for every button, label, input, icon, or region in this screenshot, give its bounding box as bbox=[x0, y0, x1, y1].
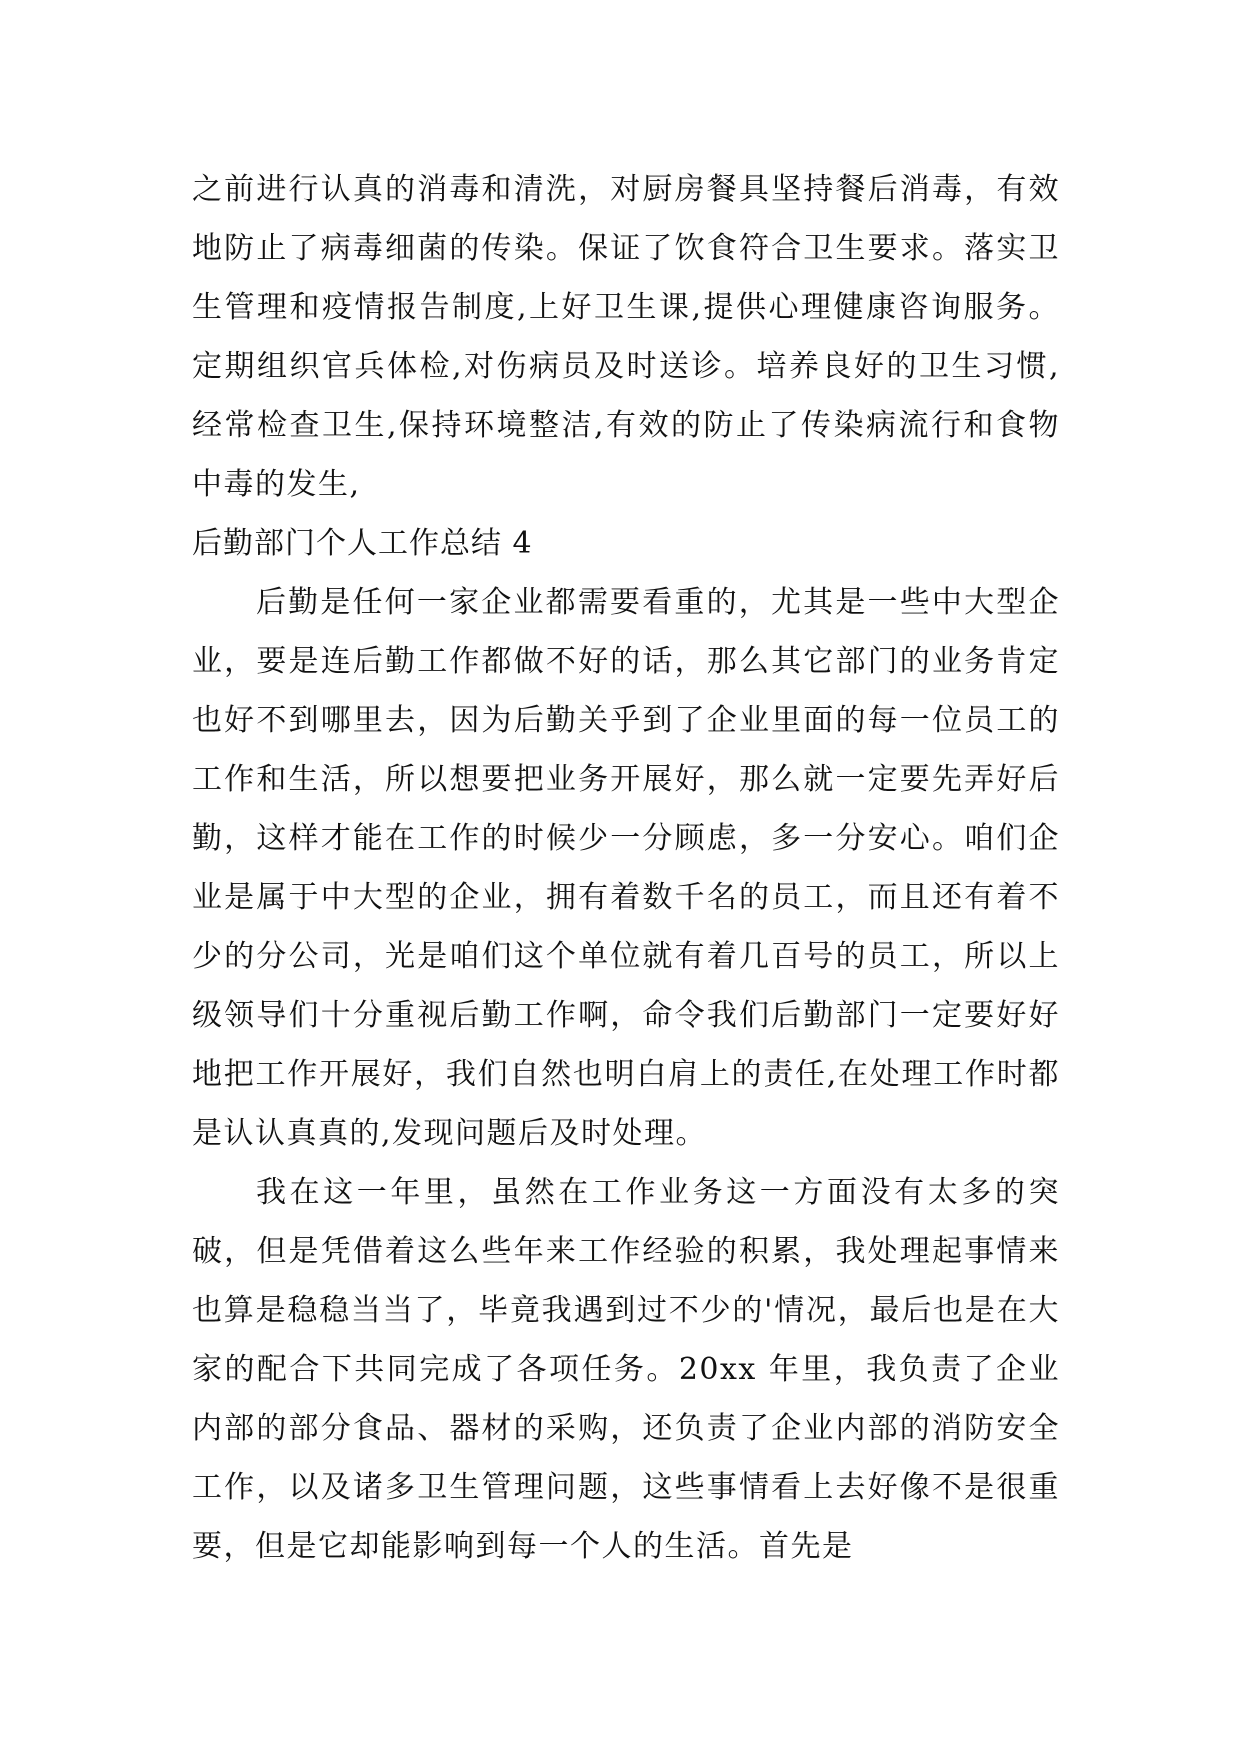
paragraph-logistics-intro: 后勤是任何一家企业都需要看重的，尤其是一些中大型企业，要是连后勤工作都做不好的话，那么其它部门的业务肯定也好不到哪里去，因为后勤关乎到了企业里面的每一位员工的工作和生活，所以想要把业务开展好，那么就一定要先弄好后勤，这样才能在工作的时候少一分顾虑，多一分安心。咱们企业是属于中大型的企业，拥有着数千名的员工，而且还有着不少的分公司，光是咱们这个单位就有着几百号的员工，所以上级领导们十分重视后勤工作啊，命令我们后勤部门一定要好好地把工作开展好，我们自然也明白肩上的责任,在处理工作时都是认认真真的,发现问题后及时处理。 bbox=[192, 585, 1060, 1151]
paragraph-continuation: 之前进行认真的消毒和清洗，对厨房餐具坚持餐后消毒，有效地防止了病毒细菌的传染。保证了饮食符合卫生要求。落实卫生管理和疫情报告制度,上好卫生课,提供心理健康咨询服务。定期组织官兵体检,对伤病员及时送诊。培养良好的卫生习惯,经常检查卫生,保持环境整洁,有效的防止了传染病流行和食物中毒的发生, bbox=[192, 172, 1060, 502]
document-body bbox=[192, 160, 1060, 1576]
paragraph-year-review: 我在这一年里，虽然在工作业务这一方面没有太多的突破，但是凭借着这么些年来工作经验的积累，我处理起事情来也算是稳稳当当了，毕竟我遇到过不少的'情况，最后也是在大家的配合下共同完成了各项任务。20xx 年里，我负责了企业内部的部分食品、器材的采购，还负责了企业内部的消防安全工作，以及诸多卫生管理问题，这些事情看上去好像不是很重要，但是它却能影响到每一个人的生活。首先是 bbox=[192, 1175, 1060, 1564]
section-heading: 后勤部门个人工作总结 4 bbox=[192, 526, 533, 561]
